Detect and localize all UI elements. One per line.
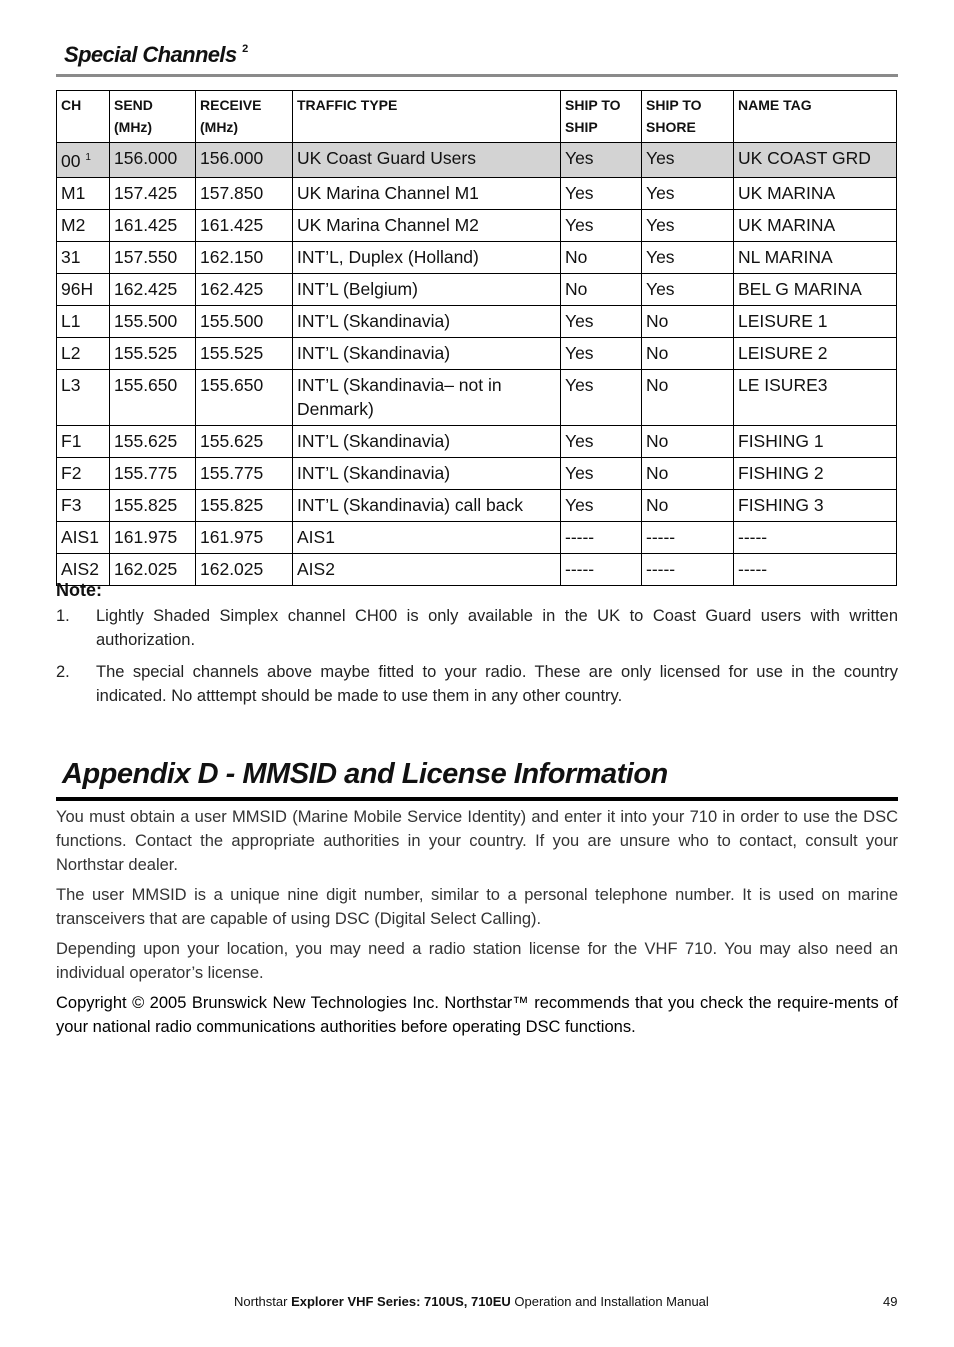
cell-receive: 155.625 (196, 426, 293, 458)
cell-receive: 155.500 (196, 306, 293, 338)
note-item-1 (56, 604, 898, 652)
paragraph-license: Depending upon your location, you may need a radio station license for the VHF 710. You may also need an individual operator’s license. (56, 940, 898, 982)
cell-name-tag: ----- (734, 554, 897, 586)
cell-receive: 162.425 (196, 274, 293, 306)
cell-ship-to-shore: Yes (642, 143, 734, 178)
cell-name-tag: UK COAST GRD (734, 143, 897, 178)
cell-name-tag: UK MARINA (734, 178, 897, 210)
cell-receive: 161.425 (196, 210, 293, 242)
cell-traffic-type: INT’L (Skandinavia) (293, 306, 561, 338)
cell-name-tag: FISHING 1 (734, 426, 897, 458)
cell-ship-to-ship: Yes (561, 210, 642, 242)
cell-ship-to-shore: Yes (642, 210, 734, 242)
table-row (57, 490, 897, 522)
cell-ship-to-shore: Yes (642, 274, 734, 306)
cell-traffic-type: INT’L (Belgium) (293, 274, 561, 306)
col-header-ship-to-ship: SHIP TO SHIP (561, 91, 642, 143)
cell-ch: F1 (57, 426, 110, 458)
cell-traffic-type: INT’L (Skandinavia) call back (293, 490, 561, 522)
cell-receive: 155.525 (196, 338, 293, 370)
cell-ch: 96H (57, 274, 110, 306)
cell-ch: 00 $^1$ (57, 143, 110, 178)
cell-ch: M1 (57, 178, 110, 210)
cell-receive: 155.650 (196, 370, 293, 426)
table-row (57, 306, 897, 338)
cell-ship-to-ship: Yes (561, 178, 642, 210)
cell-ch: L3 (57, 370, 110, 426)
paragraph-copyright: Copyright © 2005 Brunswick New Technologies Inc. Northstar™ recommends that you check the require-ments of your national radio communications authorities before operating DSC functions. (56, 994, 898, 1036)
cell-ship-to-shore: Yes (642, 242, 734, 274)
cell-ship-to-ship: No (561, 274, 642, 306)
cell-ship-to-ship: Yes (561, 143, 642, 178)
section-title (64, 42, 248, 68)
table-row (57, 210, 897, 242)
cell-send: 155.525 (110, 338, 196, 370)
cell-send: 155.650 (110, 370, 196, 426)
appendix-rule (56, 797, 898, 801)
cell-receive: 156.000 (196, 143, 293, 178)
cell-name-tag: FISHING 2 (734, 458, 897, 490)
cell-traffic-type: UK Marina Channel M1 (293, 178, 561, 210)
cell-traffic-type: INT’L (Skandinavia) (293, 458, 561, 490)
page-number: 49 (883, 1294, 898, 1309)
note-heading: Note: (56, 580, 102, 600)
col-header-ship-to-shore: SHIP TO SHORE (642, 91, 734, 143)
appendix-title: Appendix D - MMSID and License Information (62, 758, 668, 790)
cell-ship-to-shore: Yes (642, 178, 734, 210)
cell-ch: F2 (57, 458, 110, 490)
cell-ship-to-ship: ----- (561, 522, 642, 554)
cell-ch: F3 (57, 490, 110, 522)
cell-traffic-type: UK Coast Guard Users (293, 143, 561, 178)
cell-receive: 157.850 (196, 178, 293, 210)
table-header-row (57, 91, 897, 143)
cell-name-tag: LEISURE 2 (734, 338, 897, 370)
cell-name-tag: LEISURE 1 (734, 306, 897, 338)
cell-send: 161.975 (110, 522, 196, 554)
cell-receive: 161.975 (196, 522, 293, 554)
cell-ship-to-shore: ----- (642, 522, 734, 554)
note-item-2 (56, 660, 898, 708)
cell-name-tag: LE ISURE3 (734, 370, 897, 426)
col-header-send: SEND (MHz) (110, 91, 196, 143)
cell-receive: 155.825 (196, 490, 293, 522)
note-number: 2. (56, 663, 70, 681)
paragraph-mmsid-obtain: You must obtain a user MMSID (Marine Mobile Service Identity) and enter it into your 710 in order to use the DSC functions. Contact the appropriate authorities in your country. If you are unsure who to contact, consult your Northstar dealer. (56, 808, 898, 874)
note-text: The special channels above maybe fitted to your radio. These are only licensed for use in the country indicated. No atttempt should be made to use them in any other country. (96, 663, 898, 705)
cell-ship-to-ship: Yes (561, 370, 642, 426)
cell-ship-to-shore: No (642, 458, 734, 490)
table-row (57, 426, 897, 458)
cell-ship-to-ship: Yes (561, 338, 642, 370)
cell-ch: AIS1 (57, 522, 110, 554)
cell-send: 162.025 (110, 554, 196, 586)
table-row (57, 274, 897, 306)
cell-send: 155.625 (110, 426, 196, 458)
cell-ch: L2 (57, 338, 110, 370)
col-header-name-tag: NAME TAG (734, 91, 897, 143)
cell-ship-to-shore: No (642, 426, 734, 458)
cell-name-tag: ----- (734, 522, 897, 554)
cell-ship-to-shore: No (642, 306, 734, 338)
cell-traffic-type: INT’L (Skandinavia) (293, 426, 561, 458)
cell-send: 157.425 (110, 178, 196, 210)
cell-receive: 155.775 (196, 458, 293, 490)
cell-send: 161.425 (110, 210, 196, 242)
cell-name-tag: UK MARINA (734, 210, 897, 242)
cell-receive: 162.025 (196, 554, 293, 586)
note-number: 1. (56, 607, 70, 625)
cell-send: 155.775 (110, 458, 196, 490)
cell-ship-to-ship: Yes (561, 426, 642, 458)
col-header-receive: RECEIVE (MHz) (196, 91, 293, 143)
footer-title: Northstar Explorer VHF Series: 710US, 710EU Operation and Installation Manual (234, 1294, 709, 1309)
cell-send: 162.425 (110, 274, 196, 306)
section-title-text: Special Channels (64, 42, 237, 67)
section-rule (56, 74, 898, 77)
table-row (57, 522, 897, 554)
col-header-ch: CH (57, 91, 110, 143)
cell-send: 155.500 (110, 306, 196, 338)
cell-traffic-type: INT’L (Skandinavia– not in Denmark) (293, 370, 561, 426)
cell-ship-to-ship: Yes (561, 306, 642, 338)
table-row (57, 458, 897, 490)
cell-traffic-type: INT’L (Skandinavia) (293, 338, 561, 370)
cell-ship-to-shore: No (642, 370, 734, 426)
table-row (57, 370, 897, 426)
cell-ship-to-ship: Yes (561, 490, 642, 522)
cell-ship-to-shore: No (642, 490, 734, 522)
footnote-marker: 1 (85, 152, 91, 163)
cell-name-tag: FISHING 3 (734, 490, 897, 522)
cell-ship-to-ship: Yes (561, 458, 642, 490)
table-row (57, 554, 897, 586)
cell-name-tag: BEL G MARINA (734, 274, 897, 306)
cell-traffic-type: AIS2 (293, 554, 561, 586)
cell-name-tag: NL MARINA (734, 242, 897, 274)
cell-send: 157.550 (110, 242, 196, 274)
cell-ch: L1 (57, 306, 110, 338)
cell-send: 155.825 (110, 490, 196, 522)
col-header-traffic-type: TRAFFIC TYPE (293, 91, 561, 143)
cell-traffic-type: INT’L, Duplex (Holland) (293, 242, 561, 274)
cell-traffic-type: AIS1 (293, 522, 561, 554)
cell-traffic-type: UK Marina Channel M2 (293, 210, 561, 242)
cell-receive: 162.150 (196, 242, 293, 274)
cell-ch: M2 (57, 210, 110, 242)
cell-ship-to-shore: ----- (642, 554, 734, 586)
paragraph-mmsid-definition: The user MMSID is a unique nine digit number, similar to a personal telephone number. It is used on marine transceivers that are capable of using DSC (Digital Select Calling). (56, 886, 898, 928)
section-title-footnote: 2 (242, 43, 248, 55)
cell-ch: AIS2 (57, 554, 110, 586)
table-row (57, 178, 897, 210)
special-channels-table (56, 90, 897, 586)
cell-ship-to-ship: No (561, 242, 642, 274)
cell-ch: 31 (57, 242, 110, 274)
note-text: Lightly Shaded Simplex channel CH00 is only available in the UK to Coast Guard users with written authorization. (96, 607, 898, 649)
table-row (57, 338, 897, 370)
table-row (57, 242, 897, 274)
table-row (57, 143, 897, 178)
cell-ship-to-shore: No (642, 338, 734, 370)
cell-send: 156.000 (110, 143, 196, 178)
cell-ship-to-ship: ----- (561, 554, 642, 586)
